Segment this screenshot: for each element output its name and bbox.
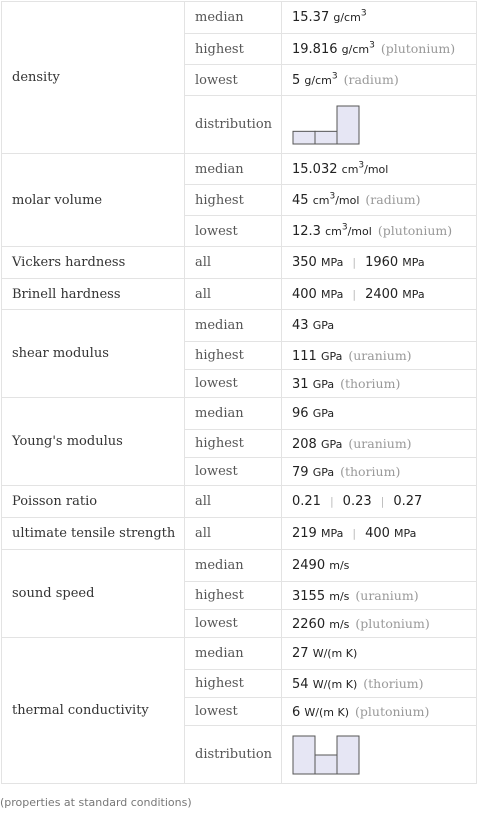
table-row bbox=[2, 2, 477, 34]
sub-label: highest bbox=[185, 185, 282, 216]
sub-label: distribution bbox=[185, 96, 282, 154]
unit: GPa bbox=[320, 349, 343, 363]
value-number: 43 bbox=[292, 318, 309, 333]
table-row bbox=[2, 638, 477, 670]
value-number: 2260 bbox=[292, 616, 326, 632]
footnote: (properties at standard conditions) bbox=[0, 796, 192, 809]
value-cell bbox=[282, 698, 477, 726]
table-row bbox=[2, 154, 477, 185]
element-note: (thorium) bbox=[340, 463, 401, 479]
value-cell bbox=[282, 185, 477, 216]
unit: MPa bbox=[394, 527, 417, 540]
value-cell bbox=[282, 638, 477, 670]
property-name: thermal conductivity bbox=[2, 638, 185, 784]
value-number: 2490 bbox=[292, 558, 326, 573]
table-row bbox=[2, 550, 477, 582]
property-name: shear modulus bbox=[2, 310, 185, 398]
histogram-bar bbox=[315, 131, 337, 144]
value-number: 79 bbox=[292, 464, 309, 480]
value-number: 31 bbox=[292, 376, 309, 392]
sub-label: median bbox=[185, 398, 282, 430]
value-number: 12.3 bbox=[292, 224, 321, 239]
sub-label: median bbox=[185, 550, 282, 582]
unit: MPa bbox=[320, 527, 344, 540]
density-distribution-histogram bbox=[292, 104, 362, 146]
unit: GPa bbox=[320, 437, 343, 451]
value-number: 5 bbox=[292, 73, 301, 88]
sub-label: all bbox=[185, 486, 282, 518]
value-cell bbox=[282, 486, 477, 518]
value-number: 111 bbox=[292, 348, 317, 364]
value-number: 6 bbox=[292, 704, 301, 720]
value-cell bbox=[282, 247, 477, 279]
sub-label: highest bbox=[185, 670, 282, 698]
sub-label: highest bbox=[185, 34, 282, 65]
unit-exponent: 3 bbox=[329, 191, 336, 202]
properties-table bbox=[1, 1, 477, 784]
element-note: (plutonium) bbox=[380, 41, 456, 56]
sub-label: lowest bbox=[185, 610, 282, 638]
table-row bbox=[2, 247, 477, 279]
unit: MPa bbox=[320, 287, 344, 301]
table-row bbox=[2, 486, 477, 518]
value-number: 219 bbox=[292, 526, 317, 541]
value-cell bbox=[282, 458, 477, 486]
unit: GPa bbox=[312, 377, 335, 391]
unit: W/(m K) bbox=[304, 705, 350, 719]
histogram-bar bbox=[293, 131, 315, 144]
unit-suffix: /mol bbox=[347, 225, 372, 238]
element-note: (plutonium) bbox=[355, 615, 430, 631]
element-note: (uranium) bbox=[348, 435, 412, 451]
sub-label: all bbox=[185, 279, 282, 310]
unit-exponent: 3 bbox=[358, 160, 365, 171]
unit-exponent: 3 bbox=[360, 8, 367, 19]
element-note: (uranium) bbox=[355, 587, 419, 603]
value-cell bbox=[282, 370, 477, 398]
value-cell bbox=[282, 2, 477, 34]
sub-label: lowest bbox=[185, 698, 282, 726]
unit-suffix: /mol bbox=[335, 194, 360, 207]
unit: cm bbox=[341, 162, 359, 176]
value-separator: | bbox=[352, 527, 357, 540]
value-cell bbox=[282, 65, 477, 96]
element-note: (thorium) bbox=[363, 675, 424, 691]
property-name: Vickers hardness bbox=[2, 247, 185, 279]
unit: cm bbox=[325, 225, 342, 238]
value-number: 3155 bbox=[292, 588, 326, 604]
value-cell bbox=[282, 279, 477, 310]
value-cell bbox=[282, 518, 477, 550]
histogram-bar bbox=[315, 755, 337, 774]
property-name: Brinell hardness bbox=[2, 279, 185, 310]
value-cell bbox=[282, 34, 477, 65]
value-cell bbox=[282, 430, 477, 458]
value-separator: | bbox=[352, 287, 357, 301]
unit: GPa bbox=[312, 465, 335, 479]
sub-label: median bbox=[185, 310, 282, 342]
value-number: 350 bbox=[292, 255, 317, 270]
value-number: 1960 bbox=[365, 255, 399, 270]
unit: W/(m K) bbox=[312, 647, 358, 660]
value-cell bbox=[282, 582, 477, 610]
element-note: (radium) bbox=[343, 72, 399, 87]
table-row bbox=[2, 518, 477, 550]
value-number: 27 bbox=[292, 646, 309, 661]
value-number: 0.27 bbox=[393, 494, 423, 509]
element-note: (plutonium) bbox=[377, 223, 453, 238]
value-separator: | bbox=[352, 256, 357, 269]
unit-exponent: 3 bbox=[341, 222, 348, 233]
unit: m/s bbox=[329, 617, 350, 631]
unit: m/s bbox=[329, 559, 350, 572]
sub-label: highest bbox=[185, 430, 282, 458]
sub-label: lowest bbox=[185, 370, 282, 398]
value-cell bbox=[282, 550, 477, 582]
sub-label: highest bbox=[185, 582, 282, 610]
value-number: 0.23 bbox=[342, 494, 372, 509]
value-number: 2400 bbox=[365, 286, 399, 302]
value-number: 54 bbox=[292, 676, 309, 692]
histogram-bar bbox=[337, 106, 359, 144]
unit: MPa bbox=[402, 256, 425, 269]
unit: m/s bbox=[329, 589, 350, 603]
table-row bbox=[2, 398, 477, 430]
sub-label: lowest bbox=[185, 458, 282, 486]
unit-suffix: /mol bbox=[364, 162, 389, 176]
sub-label: median bbox=[185, 2, 282, 34]
value-number: 15.37 bbox=[292, 10, 330, 25]
value-cell bbox=[282, 154, 477, 185]
property-name: Poisson ratio bbox=[2, 486, 185, 518]
value-cell bbox=[282, 310, 477, 342]
unit-exponent: 3 bbox=[331, 71, 338, 82]
sub-label: all bbox=[185, 518, 282, 550]
sub-label: lowest bbox=[185, 65, 282, 96]
element-note: (thorium) bbox=[340, 375, 401, 391]
value-cell bbox=[282, 342, 477, 370]
property-name: molar volume bbox=[2, 154, 185, 247]
value-number: 45 bbox=[292, 193, 309, 208]
sub-label: lowest bbox=[185, 216, 282, 247]
unit-exponent: 3 bbox=[369, 40, 375, 51]
thermal-distribution-histogram bbox=[292, 734, 362, 776]
unit: GPa bbox=[312, 407, 335, 420]
sub-label: median bbox=[185, 638, 282, 670]
unit: cm bbox=[312, 194, 330, 207]
unit: g/cm bbox=[304, 74, 332, 87]
distribution-cell bbox=[282, 726, 477, 784]
property-name: ultimate tensile strength bbox=[2, 518, 185, 550]
sub-label: highest bbox=[185, 342, 282, 370]
distribution-cell bbox=[282, 96, 477, 154]
table-row bbox=[2, 310, 477, 342]
value-cell bbox=[282, 670, 477, 698]
value-number: 208 bbox=[292, 436, 317, 452]
value-cell bbox=[282, 610, 477, 638]
element-note: (plutonium) bbox=[355, 703, 430, 719]
histogram-bar bbox=[337, 736, 359, 774]
value-number: 0.21 bbox=[292, 494, 321, 509]
unit: MPa bbox=[402, 287, 425, 301]
value-number: 400 bbox=[292, 286, 317, 302]
value-separator: | bbox=[380, 495, 385, 508]
table-row bbox=[2, 279, 477, 310]
unit: W/(m K) bbox=[312, 677, 358, 691]
value-number: 19.816 bbox=[292, 42, 338, 57]
value-number: 96 bbox=[292, 406, 309, 421]
unit: GPa bbox=[312, 319, 335, 332]
value-number: 400 bbox=[365, 526, 390, 541]
value-cell bbox=[282, 398, 477, 430]
property-name: sound speed bbox=[2, 550, 185, 638]
element-note: (radium) bbox=[365, 192, 421, 207]
unit: MPa bbox=[320, 256, 344, 269]
value-separator: | bbox=[329, 495, 334, 508]
property-name: density bbox=[2, 2, 185, 154]
sub-label: all bbox=[185, 247, 282, 279]
unit: g/cm bbox=[341, 43, 370, 56]
value-number: 15.032 bbox=[292, 161, 338, 177]
element-note: (uranium) bbox=[348, 347, 412, 363]
histogram-bar bbox=[293, 736, 315, 774]
sub-label: median bbox=[185, 154, 282, 185]
sub-label: distribution bbox=[185, 726, 282, 784]
unit: g/cm bbox=[333, 11, 361, 24]
value-cell bbox=[282, 216, 477, 247]
property-name: Young's modulus bbox=[2, 398, 185, 486]
